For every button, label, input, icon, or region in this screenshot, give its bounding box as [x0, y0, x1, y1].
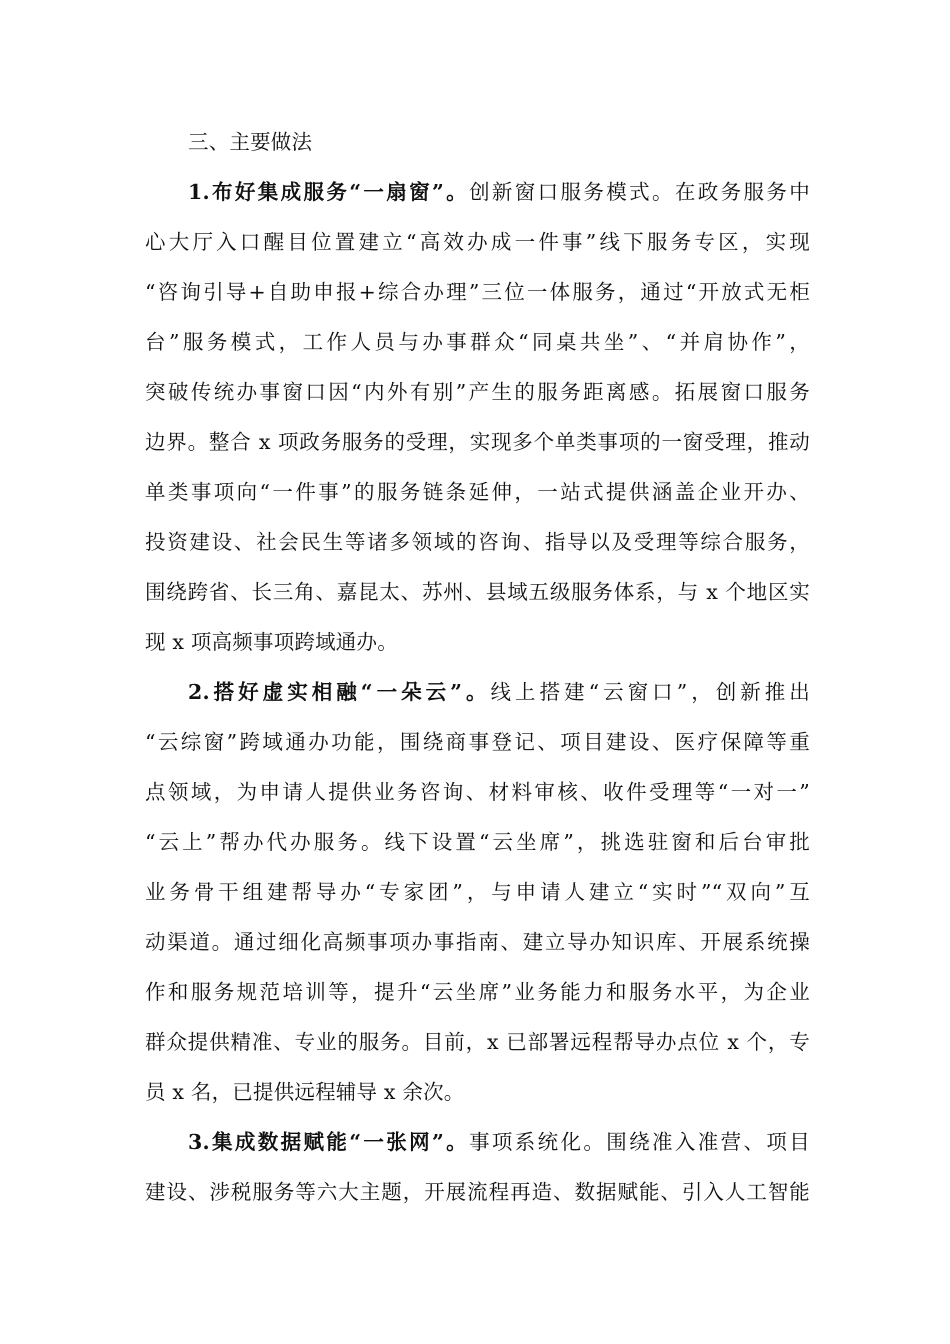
- paragraph-2-line-8: 群众提供精准、专业的服务。目前，x 已部署远程帮导办点位 x 个，专: [145, 1030, 810, 1054]
- paragraph-1-line-3: “咨询引导+自助申报+综合办理”三位一体服务，通过“开放式无柜: [145, 280, 810, 304]
- paragraph-1-title: 1.布好集成服务“一扇窗”。: [188, 180, 470, 204]
- paragraph-1-line-8: 投资建设、社会民生等诸多领域的咨询、指导以及受理等综合服务，: [145, 530, 810, 554]
- paragraph-2-line-4: “云上”帮办代办服务。线下设置“云坐席”，挑选驻窗和后台审批: [145, 830, 810, 854]
- paragraph-1-line-4: 台”服务模式，工作人员与办事群众“同桌共坐”、“并肩协作”，: [145, 330, 810, 354]
- paragraph-2-line-6: 动渠道。通过细化高频事项办事指南、建立导办知识库、开展系统操: [145, 930, 810, 954]
- paragraph-3-line-1: [188, 1127, 810, 1157]
- paragraph-1-line-10: 现 x 项高频事项跨域通办。: [145, 630, 398, 654]
- paragraph-2-title: 2.搭好虚实相融“一朵云”。: [188, 680, 491, 704]
- paragraph-1-line-9: 围绕跨省、长三角、嘉昆太、苏州、县域五级服务体系，与 x 个地区实: [145, 580, 810, 604]
- paragraph-1-line-1: [188, 177, 810, 207]
- paragraph-2-line-7: 作和服务规范培训等，提升“云坐席”业务能力和服务水平，为企业: [145, 980, 810, 1004]
- paragraph-2-line-5: 业务骨干组建帮导办“专家团”，与申请人建立“实时”“双向”互: [145, 880, 810, 904]
- paragraph-3-title: 3.集成数据赋能“一张网”。: [188, 1130, 470, 1154]
- paragraph-1-line-1-text: 创新窗口服务模式。在政务服务中: [469, 180, 811, 204]
- paragraph-1-line-7: 单类事项向“一件事”的服务链条延伸，一站式提供涵盖企业开办、: [145, 480, 810, 504]
- paragraph-3-line-1-text: 事项系统化。围绕准入准营、项目: [469, 1130, 811, 1154]
- paragraph-1-line-5: 突破传统办事窗口因“内外有别”产生的服务距离感。拓展窗口服务: [145, 380, 810, 404]
- paragraph-2-line-1-text: 线上搭建“云窗口”，创新推出: [490, 680, 810, 704]
- paragraph-1-line-2: 心大厅入口醒目位置建立“高效办成一件事”线下服务专区，实现: [145, 230, 810, 254]
- paragraph-2-line-3: 点领域，为申请人提供业务咨询、材料审核、收件受理等“一对一”: [145, 780, 810, 804]
- section-heading: 三、主要做法: [188, 130, 313, 154]
- paragraph-3-line-2: 建设、涉税服务等六大主题，开展流程再造、数据赋能、引入人工智能: [145, 1180, 810, 1204]
- paragraph-2-line-2: “云综窗”跨域通办功能，围绕商事登记、项目建设、医疗保障等重: [145, 730, 810, 754]
- paragraph-2-line-9: 员 x 名，已提供远程辅导 x 余次。: [145, 1080, 465, 1104]
- paragraph-1-line-6: 边界。整合 x 项政务服务的受理，实现多个单类事项的一窗受理，推动: [145, 430, 810, 454]
- paragraph-2-line-1: [188, 677, 810, 707]
